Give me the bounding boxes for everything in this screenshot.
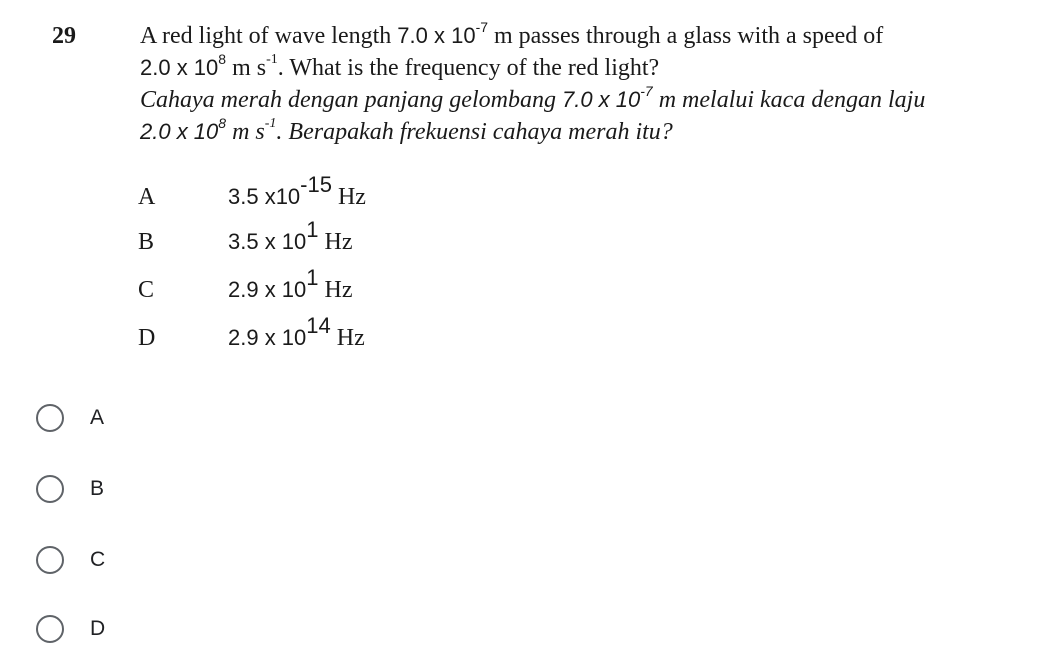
question-english-line-1: A red light of wave length 7.0 x $10^{-7}$ m passes through a glass with a speed of: [140, 18, 884, 49]
question-malay-line-2: 2.0 x $10^8$ m $s^{-1}$. Berapakah frekuensi cahaya merah itu?: [140, 114, 673, 145]
radio-circle-icon[interactable]: [36, 546, 64, 574]
option-label: D: [90, 617, 106, 640]
option-label: C: [90, 548, 106, 571]
choice-d: D 2.9 x $10^{14}$ Hz: [138, 313, 365, 351]
question-number: 29: [52, 23, 76, 49]
choice-b: B 3.5 x $10^1$ Hz: [138, 217, 353, 255]
option-b[interactable]: [36, 471, 104, 507]
radio-circle-icon[interactable]: [36, 404, 64, 432]
option-label: B: [90, 477, 105, 500]
option-c[interactable]: [36, 542, 105, 578]
question-malay-line-1: Cahaya merah dengan panjang gelombang 7.0 x $10^{-7}$ m melalui kaca dengan laju: [140, 82, 926, 113]
question-text: [140, 20, 1040, 148]
wavelength-value-malay: 7.0 x $10^{-7}$: [561, 82, 653, 112]
choice-c: C 2.9 x $10^1$ Hz: [138, 265, 353, 303]
radio-circle-icon[interactable]: [36, 615, 64, 643]
option-a[interactable]: [36, 400, 104, 436]
option-d[interactable]: [36, 611, 105, 647]
question-english-line-2: 2.0 x $10^8$ m $s^{-1}$. What is the frequency of the red light?: [140, 50, 660, 81]
wavelength-value: 7.0 x $10^{-7}$: [397, 18, 489, 48]
speed-value-malay: 2.0 x $10^8$: [140, 114, 227, 144]
option-label: A: [90, 406, 105, 429]
choice-a: A 3.5 $x10^{-15}$ Hz: [138, 172, 366, 210]
speed-value: 2.0 x $10^8$: [140, 50, 227, 80]
radio-circle-icon[interactable]: [36, 475, 64, 503]
